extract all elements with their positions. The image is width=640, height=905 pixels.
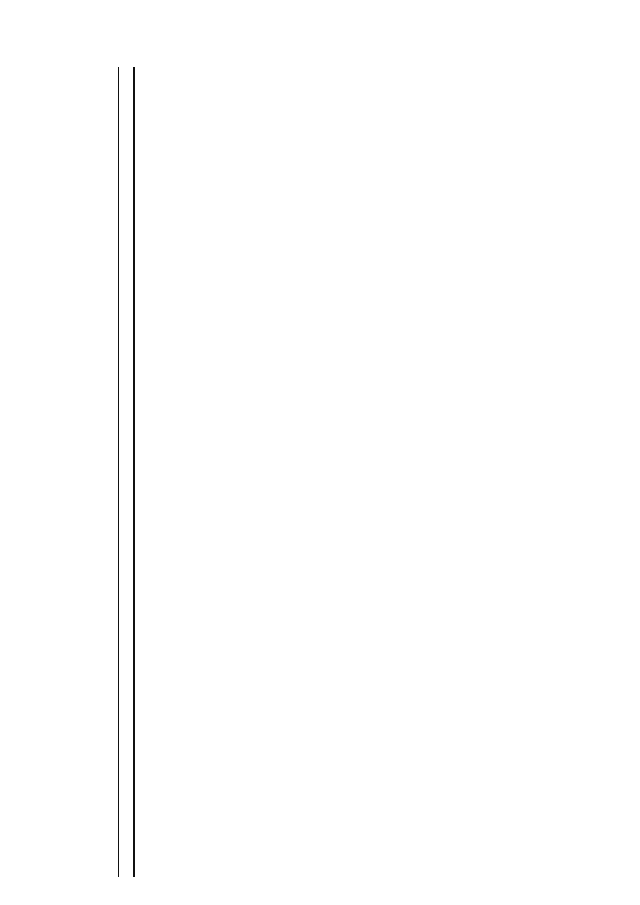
table-header-row [119,67,134,877]
budget-table [118,67,135,877]
